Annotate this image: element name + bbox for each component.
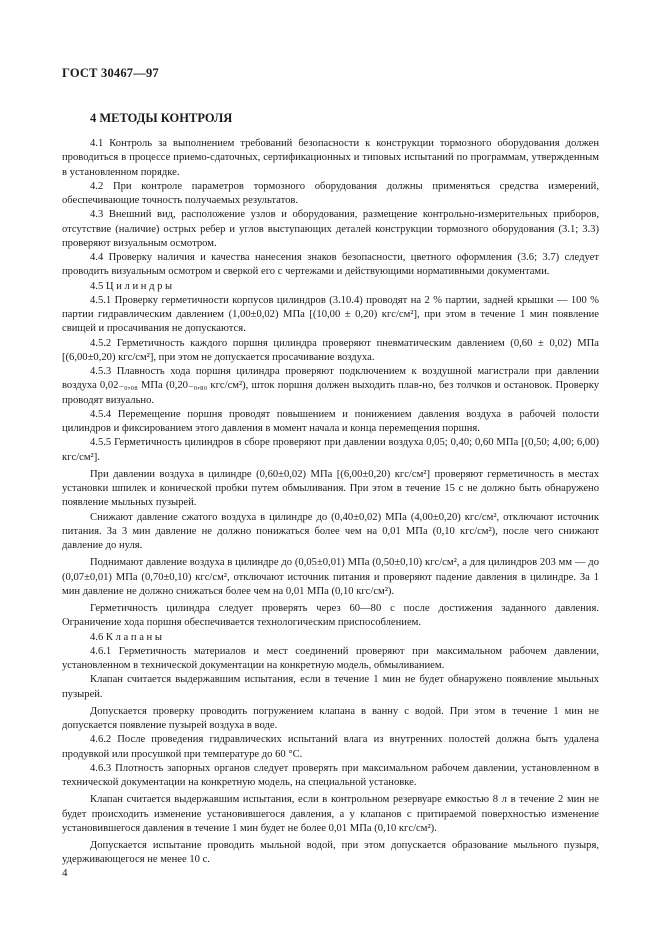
paragraph-soap-test: Допускается испытание проводить мыльной водой, при этом допускается образование мыльного пузыря, удерживающегося не менее 10 с. xyxy=(62,840,599,866)
document-page xyxy=(62,0,599,936)
subsection-heading-cylinders: 4.5 Ц и л и н д р ы xyxy=(90,280,173,292)
paragraph-4-5-4: 4.5.4 Перемещение поршня проводят повышением и понижением давления воздуха в рабочей полости цилиндров и фиксированием этого давления в момент начала и конца перемещения поршня. xyxy=(62,408,599,434)
paragraph-4-6-3: 4.6.3 Плотность запорных органов следует проверять при максимальном рабочем давлении, установленном в технической документации на конкретную модель, на специальной установке. xyxy=(62,762,599,788)
paragraph-cylinder-tightness: Герметичность цилиндра следует проверять через 60—80 с после достижения заданного давления. Ограничение хода поршня обеспечивается технологическим приспособлением. xyxy=(62,603,599,629)
paragraph-4-6-1: 4.6.1 Герметичность материалов и мест соединений проверяют при максимальном рабочем давлении, установленном в технической документации на конкретную модель, обмыливанием. xyxy=(62,645,599,671)
document-code: ГОСТ 30467—97 xyxy=(62,66,159,80)
section-title: 4 МЕТОДЫ КОНТРОЛЯ xyxy=(90,111,233,125)
paragraph-4-5-5: 4.5.5 Герметичность цилиндров в сборе проверяют при давлении воздуха 0,05; 0,40; 0,60 МПа [(0,50; 4,00; 6,00) кгс/см²]. xyxy=(62,437,599,463)
paragraph-4-5-2: 4.5.2 Герметичность каждого поршня цилиндра проверяют пневматическим давлением (0,60 ± 0,02) МПа [(6,00±0,20) кгс/см²], при этом не допускается просачивание воздуха. xyxy=(62,337,599,363)
page-number: 4 xyxy=(62,867,68,879)
paragraph-valve-immersion: Допускается проверку проводить погружением клапана в ванну с водой. При этом в течение 1 мин не допускается появление пузырей воздуха в воде. xyxy=(62,705,599,731)
paragraph-4-5-1: 4.5.1 Проверку герметичности корпусов цилиндров (3.10.4) проводят на 2 % партии, задней крышки — 100 % партии гидравлическим давлением (1,00±0,02) МПа [(10,00 ± 0,20) кгс/см²], при этом в течение 1 мин появление свищей и просачивания не допускаются. xyxy=(62,294,599,335)
section-body xyxy=(62,137,599,868)
paragraph-4-4: 4.4 Проверку наличия и качества нанесения знаков безопасности, цветного оформления (3.6; 3.7) следует проводить визуальным осмотром и сверкой его с чертежами и действующими нормативными документами. xyxy=(62,252,599,278)
paragraph-4-2: 4.2 При контроле параметров тормозного оборудования должны применяться средства измерений, обеспечивающие точность получаемых результатов. xyxy=(62,180,599,206)
paragraph-leak-check: При давлении воздуха в цилиндре (0,60±0,02) МПа [(6,00±0,20) кгс/см²] проверяют герметичность в местах установки шпилек и конической пробки путем обмыливания. При этом в течение 15 с не должно быть обнаружено появление мыльных пузырей. xyxy=(62,468,599,509)
paragraph-pressure-raise: Поднимают давление воздуха в цилиндре до (0,05±0,01) МПа (0,50±0,10) кгс/см², а для цилиндров 203 мм — до (0,07±0,01) МПа (0,70±0,10) кгс/см², отключают источник питания и проверяют падение давления в цилиндре. За 1 мин давление не должно снижаться более чем на 0,01 МПа (0,10 кгс/см²). xyxy=(62,557,599,597)
paragraph-4-1: 4.1 Контроль за выполнением требований безопасности к конструкции тормозного оборудования должен проводиться в процессе приемо-сдаточных, сертификационных и типовых испытаний по программам, утвержденным в установленном порядке. xyxy=(62,138,599,178)
paragraph-4-6-2: 4.6.2 После проведения гидравлических испытаний влага из внутренних полостей должна быть удалена продувкой или просушкой при температуре до 60 °С. xyxy=(62,734,599,760)
paragraph-valve-reservoir: Клапан считается выдержавшим испытания, если в контрольном резервуаре емкостью 8 л в течение 2 мин не будет происходить изменение установившегося давления, а у клапанов с притираемой поверхностью изменение установившегося давления в течение 1 мин будет не более 0,01 МПа (0,10 кгс/см²). xyxy=(62,794,599,834)
paragraph-4-5-3: 4.5.3 Плавность хода поршня цилиндра проверяют подключением к воздушной магистрали при давлении воздуха 0,02₋₀,₀₈ МПа (0,20₋₀,₈₀ кгс/см²), шток поршня должен выходить плав-но, без толчков и остановок. Проверку проводят визуально. xyxy=(62,366,599,406)
paragraph-4-3: 4.3 Внешний вид, расположение узлов и оборудования, размещение контрольно-измерительных приборов, отсутствие (наличие) острых ребер и углов выступающих деталей конструкции тормозного оборудования (3.1; 3.3) проверяют визуальным осмотром. xyxy=(62,209,599,249)
paragraph-valve-pass: Клапан считается выдержавшим испытания, если в течение 1 мин не будет обнаружено появление мыльных пузырей. xyxy=(62,674,599,700)
paragraph-pressure-reduce: Снижают давление сжатого воздуха в цилиндре до (0,40±0,02) МПа (4,00±0,20) кгс/см², отключают источник питания. За 3 мин давление не должно понижаться более чем на 0,01 МПа (0,10 кгс/см²), после чего снижают давление до нуля. xyxy=(62,511,599,551)
subsection-heading-valves: 4.6 К л а п а н ы xyxy=(90,631,162,643)
